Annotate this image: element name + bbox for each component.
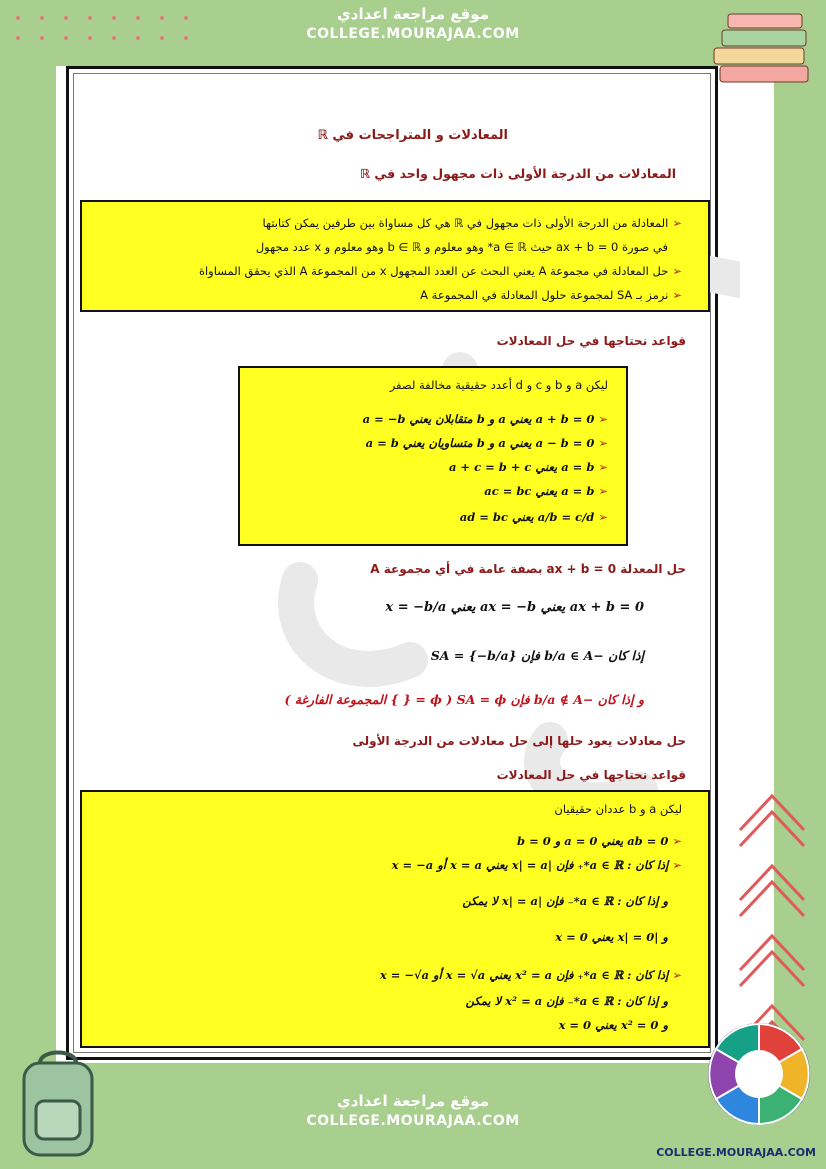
first-degree-title: المعادلات من الدرجة الأولى ذات مجهول واحد في ℝ bbox=[360, 166, 676, 181]
backpack-icon bbox=[6, 1045, 110, 1163]
decorative-dots bbox=[8, 8, 208, 58]
rule-4: a = b يعني ac = bc bbox=[484, 484, 595, 498]
square-rule-2: و إذا كان : a ∈ ℝ*₋ فإن x² = a لا يمكن bbox=[465, 994, 668, 1008]
abs-rule-3: و إذا كان : a ∈ ℝ*₋ فإن |x| = a لا يمكن bbox=[462, 894, 668, 908]
solve-title: حل المعدلة 0 = ax + b بصفة عامة في أي مجموعة A bbox=[370, 562, 686, 576]
frame-left bbox=[0, 0, 56, 1169]
rules2-intro: ليكن a و b عددان حقيقيان bbox=[554, 802, 682, 816]
site-logo-icon bbox=[704, 1019, 814, 1129]
footer-site-name: موقع مراجعة اعدادي bbox=[337, 1092, 489, 1110]
logo-text: COLLEGE.MOURAJAA.COM bbox=[656, 1146, 816, 1159]
reduce-title: حل معادلات يعود حلها إلى حل معادلات من الدرجة الأولى bbox=[352, 734, 686, 748]
site-url: COLLEGE.MOURAJAA.COM bbox=[306, 26, 520, 42]
rule-5: a/b = c/d يعني ad = bc bbox=[459, 510, 595, 524]
footer-banner[interactable] bbox=[268, 1087, 558, 1147]
abs-rule-4: و |x| = 0 يعني x = 0 bbox=[555, 930, 668, 944]
site-name: موقع مراجعة اعدادي bbox=[337, 5, 489, 23]
main-title: المعادلات و المتراجحات في ℝ bbox=[317, 128, 508, 143]
definition-line-2: في صورة ax + b = 0 حيث a ∈ ℝ* وهو معلوم و b ∈ ℝ وهو معلوم و x عدد مجهول bbox=[255, 240, 668, 254]
rule-1: a + b = 0 يعني a و b متقابلان يعني a = −b bbox=[362, 412, 595, 426]
rule-2: a − b = 0 يعني a و b متساويان يعني a = b bbox=[365, 436, 595, 450]
rule-3: a = b يعني a + c = b + c bbox=[448, 460, 595, 474]
definition-box: ➢المعادلة من الدرجة الأولى ذات مجهول في ℝ هي كل مساواة بين طرفين يمكن كتابتها في صورة ax + b = 0 حيث a ∈ ℝ* وهو معلوم و b ∈ ℝ وهو معلوم و x عدد مجهول ➢حل المعادلة في مجموعة A يعني البحث عن العدد المجهول x من المجموعة A الذي يحقق المساواة ➢نرمز بـ SA لمجموعة حلول المعادلة في المجموعة A bbox=[80, 200, 710, 312]
square-rule-1: إذا كان : a ∈ ℝ*₊ فإن x² = a يعني x = √a أو x = −√a bbox=[379, 968, 669, 982]
abs-rule-1: ab = 0 يعني a = 0 و b = 0 bbox=[517, 834, 669, 848]
rules1-intro: ليكن a و b و c و d أعدد حقيقية مخالفة لصفر bbox=[389, 378, 608, 392]
solve-equation: ax + b = 0 يعني ax = −b يعني x = −b/a bbox=[385, 600, 644, 615]
definition-line-1: المعادلة من الدرجة الأولى ذات مجهول في ℝ هي كل مساواة بين طرفين يمكن كتابتها bbox=[262, 216, 669, 230]
definition-line-4: نرمز بـ SA لمجموعة حلول المعادلة في المجموعة A bbox=[420, 288, 669, 302]
books-icon bbox=[706, 10, 816, 90]
rules-box-1: ليكن a و b و c و d أعدد حقيقية مخالفة لصفر ➢a + b = 0 يعني a و b متقابلان يعني a = −b ➢a − b = 0 يعني a و b متساويان يعني a = b ➢a = b يعني a + c = b + c ➢a = b يعني ac = bc ➢a/b = c/d يعني ad = bc bbox=[238, 366, 628, 546]
solve-case-2: و إذا كان −b/a ∉ A فإن SA = ϕ ( ϕ = { } المجموعة الفارغة ) bbox=[284, 692, 644, 707]
rules-title-2: قواعد نحتاجها في حل المعادلات bbox=[496, 768, 686, 782]
rules-box-2: ليكن a و b عددان حقيقيان ➢ab = 0 يعني a = 0 و b = 0 ➢إذا كان : a ∈ ℝ*₊ فإن |x| = a يعني x = a أو x = −a و إذا كان : a ∈ ℝ*₋ فإن |x| = a لا يمكن و |x| = 0 يعني x = 0 ➢إذا كان : a ∈ ℝ*₊ فإن x² = a يعني x = √a أو x = −√a و إذا كان : a ∈ ℝ*₋ فإن x² = a لا يمكن و x² = 0 يعني x = 0 bbox=[80, 790, 710, 1048]
solve-case-1: إذا كان −b/a ∈ A فإن SA = {−b/a} bbox=[430, 648, 644, 663]
square-rule-3: و x² = 0 يعني x = 0 bbox=[558, 1018, 668, 1032]
rules-title-1: قواعد نحتاجها في حل المعادلات bbox=[496, 334, 686, 348]
abs-rule-2: إذا كان : a ∈ ℝ*₊ فإن |x| = a يعني x = a أو x = −a bbox=[391, 858, 669, 872]
definition-line-3: حل المعادلة في مجموعة A يعني البحث عن العدد المجهول x من المجموعة A الذي يحقق المساواة bbox=[198, 264, 669, 278]
header-banner[interactable] bbox=[283, 0, 543, 58]
footer-site-url: COLLEGE.MOURAJAA.COM bbox=[306, 1113, 520, 1129]
